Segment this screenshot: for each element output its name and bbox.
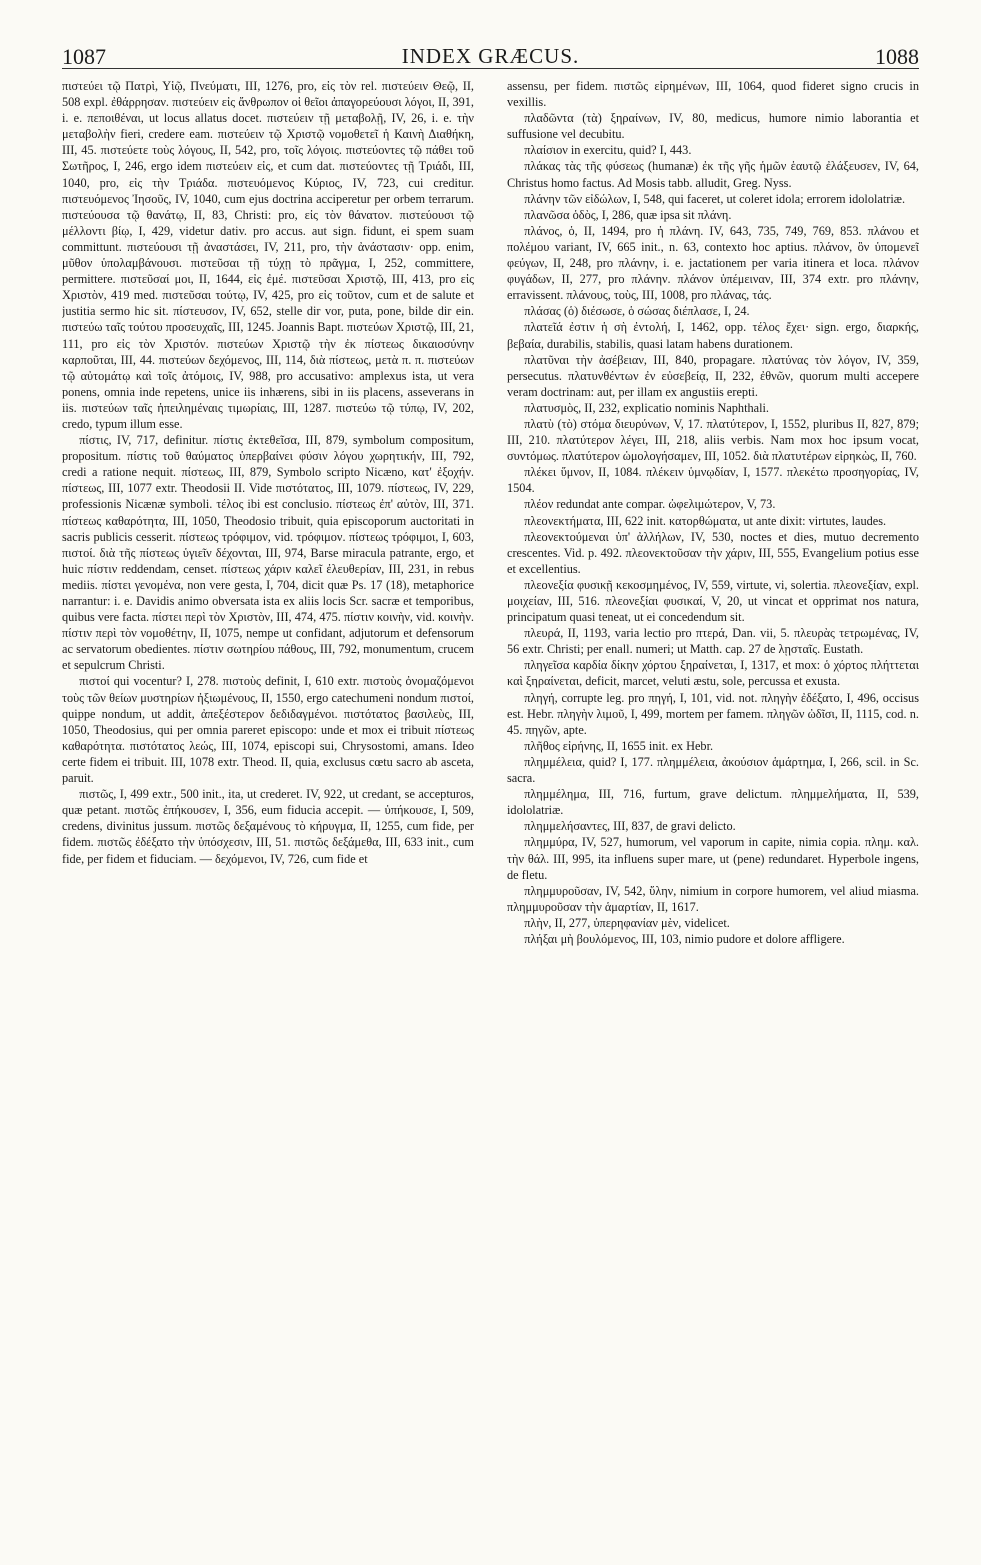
left-column [62, 78, 474, 1528]
page-number-left: 1087 [62, 44, 106, 69]
index-entry: assensu, per fidem. πιστῶς εἰρημένων, III, 1064, quod fideret signo crucis in vexillis. [507, 79, 919, 110]
index-entry: πιστεύει τῷ Πατρὶ, Υἱῷ, Πνεύματι, III, 1276, pro, εἰς τὸν rel. πιστεύειν Θεῷ, II, 508 expl. ἐθάρρησαν. πιστεύειν εἰς ἄνθρωπον οἱ θεῖοι ἀπαγορεύουσι λόγοι, II, 391, i. e. πεποιθέναι, ut locus allatus docet. πιστεύειν τῇ μεταβολῇ, IV, 26, i. e. τὴν μεταβολὴν fieri, credere eam. πιστεύειν τῷ Χριστῷ νομοθετεῖ ἡ Καινὴ Διαθήκη, III, 45. πιστεύετε τοὺς λόγους, II, 542, pro, τοῖς λόγοις. πιστεύοντες τῷ πάθει τοῦ Σωτῆρος, I, 246, ergo idem πιστεύειν εἰς, et cum dat. πιστεύοντες τῇ Τριάδι, III, 1040, pro, εἰς τὴν Τριάδα. πιστευόμενος Κύριος, IV, 723, cui creditur. πιστευόμενος Ἰησοῦς, IV, 1040, cum ejus doctrina acciperetur per orbem terrarum. πιστεύουσα τῷ θανάτῳ, II, 83, Christi: pro, εἰς τὸν θάνατον. πιστεύουσι τῷ μέλλοντι βίῳ, I, 429, videtur dativ. pro accus. aut sign. fidunt, ei spem suam committunt. πιστεύουσι τῇ ἀναστάσει, IV, 211, pro, τὴν ἀνάστασιν· opp. enim, μῦθον ὑπολαμβάνουσι. πιστεῦσαι τῇ τύχῃ τὸ πρᾶγμα, I, 252, committere, permittere. πιστεῦσαί μοι, II, 1644, εἰς ἐμέ. πιστεῦσαι Χριστῷ, III, 413, pro εἰς Χριστὸν, 419 med. πιστεῦσαι τούτῳ, IV, 425, pro εἰς τοῦτον, cum et de salute et justitia sermo hic sit. πίστευσον, IV, 652, stelle dir vor, puta, pone, bilde dir ein. πιστεύω ταῖς τούτου προσευχαῖς, III, 1245. Joannis Bapt. πιστεύων Χριστῷ, III, 21, 111, pro εἰς τὸν Χριστόν. πιστεύων Χριστῷ τὴν ἐκ πίστεως δικαιοσύνην καρποῦται, III, 44. πιστεύων δεχόμενος, III, 114, διὰ πίστεως, μετὰ π. π. πιστεύων τῷ αὐτομάτῳ καὶ τοῖς ἀτόμοις, IV, 988, pro accusativo: amplexus ista, ut vera ponens, omnia inde repetens, unice iis inhærens, sibi in iis placens, asseverans in iis. πιστεύων ταῖς ἡπειλημέναις τιμωρίαις, III, 1287. πιστεύω τῷ τύπῳ, IV, 202, credo, typum illum esse. [62, 79, 474, 431]
index-entry: πίστις, IV, 717, definitur. πίστις ἐκτεθεῖσα, III, 879, symbolum compositum, propositum. πίστις τοῦ θαύματος ὑπερβαίνει φύσιν λόγου χωρητικήν, III, 792, credi a ratione nequit. πίστεως, III, 879, Symbolo scripto Nicæno, κατ' ἐξοχήν. πίστεως, III, 1077 extr. Theodosii II. Vide πιστότατος, III, 1079. πίστεως, IV, 229, professionis Nicænæ symboli. τέλος ibi est conclusio. πίστεως ἐπ' αὐτὸν, III, 371. πίστεως καθαρότητα, III, 1050, Theodosio tribuit, quia episcoporum auctoritati in sacris publicis cesserit. πίστεως τρόφιμον, vid. τρόφιμον. πίστεως τρόφιμοι, I, 603, πιστοί. διὰ τῆς πίστεως ὑγιεῖν δέχονται, III, 974, Barse miracula patrante, ergo, et huic πίστιν reddendam, censet. πίστεως χάριν καλεῖ ἐλευθερίαν, III, 231, in rebus mediis. πίστει γενομένα, non vere gesta, I, 704, dicit quæ Ps. 17 (18), metaphorice narrantur: i. e. Davidis animo obversata ista ex aliis locis Scr. sacræ et temporibus, quibus vere facta. πίστει περὶ τὸν Χριστὸν, III, 474, 475. πίστιν κοινὴν, vid. κοινὴν. πίστιν περὶ τὸν νομοθέτην, II, 1075, nempe ut confidant, adjutorum et defensorum ac servatorum obedientes. πίστιν σωτηρίου πάθους, III, 792, monumentum, crucem et sepulcrum Christi. [62, 433, 474, 673]
running-header [62, 38, 919, 69]
index-entry: πλαίσιον in exercitu, quid? I, 443. [524, 143, 692, 158]
index-entry: πιστῶς, I, 499 extr., 500 init., ita, ut crederet. IV, 922, ut credant, se accepturos, quæ petant. πιστῶς ἐπήκουσεν, I, 356, eum fiducia accepit. — ὑπήκουσε, I, 509, credens, divinitus jussum. πιστῶς δεξαμένους τὸ κήρυγμα, II, 1255, cum fide, per fidem. πιστῶς ἐδέξατο τὴν ὑπόσχεσιν, III, 51. πιστῶς δεξάμεθα, III, 633 init., cum fide, per fidem et fiduciam. — δεχόμενοι, IV, 726, cum fide et [62, 787, 474, 866]
index-entry: πλάκας τὰς τῆς φύσεως (humanæ) ἐκ τῆς γῆς ἡμῶν ἑαυτῷ ἐλάξευσεν, IV, 64, Christus homo factus. Ad Mosis tabb. alludit, Greg. Nyss. [507, 159, 919, 190]
index-entry: πλέον redundat ante compar. ὠφελιμώτερον, V, 73. [524, 497, 776, 512]
index-entry: πλεονεκτήματα, III, 622 init. κατορθώματα, ut ante dixit: virtutes, laudes. [524, 513, 887, 528]
right-column [507, 78, 919, 1528]
index-entry: πλατῦναι τὴν ἀσέβειαν, III, 840, propagare. πλατύνας τὸν λόγον, IV, 359, persecutus. πλατυνθέντων ἐν εὐσεβείᾳ, II, 232, ἐθνῶν, quorum multi accepere veram doctrinam: aut, per illam ex angustiis erepti. [507, 352, 919, 399]
index-entry: πλάνος, ὁ, II, 1494, pro ἡ πλάνη. IV, 643, 735, 749, 769, 853. πλάνου et πολέμου variant, IV, 665 init., n. 63, contexto hoc aptius. πλάνον, ὃν ὑπομενεῖ φεύγων, II, 248, pro πλάνην, i. e. jactationem per varia itinera et loca. πλάνον φυγάδων, II, 277, pro πλάνην. πλάνον ὑπέμειναν, III, 374 extr. pro πλάνην, erravissent. πλάνους, τοὺς, III, 1008, pro πλάνας, τάς. [507, 223, 919, 303]
index-entry: πλὴν, II, 277, ὑπερηφανίαν μὲν, videlicet. [524, 915, 730, 930]
index-entry: πλευρά, II, 1193, varia lectio pro πτερά, Dan. vii, 5. πλευρὰς τετρωμένας, IV, 56 extr. Christi; per enall. numeri; ut Matth. cap. 27 de λῃσταῖς. Eustath. [507, 626, 919, 657]
index-entry: πλημμύρα, IV, 527, humorum, vel vaporum in capite, nimia copia. πλημ. καλ. τὴν θάλ. III, 995, ita influens super mare, ut (pene) redundaret. Hyperbole ingens, de fletu. [507, 835, 919, 882]
index-entry: πλεονεκτούμεναι ὑπ' ἀλλήλων, IV, 530, noctes et dies, mutuo decremento crescentes. Vid. p. 492. πλεονεκτοῦσαν τὴν χάριν, III, 555, Evangelium potius esse et excellentius. [507, 529, 919, 576]
index-entry: πλῆθος εἰρήνης, II, 1655 init. ex Hebr. [524, 738, 714, 753]
index-entry: πλανῶσα ὁδὸς, I, 286, quæ ipsa sit πλάνη. [524, 207, 732, 222]
index-entry: πλατεῖά ἐστιν ἡ σὴ ἐντολή, I, 1462, opp. τέλος ἔχει· sign. ergo, διαρκής, βεβαία, durabilis, stabilis, quasi latam habens durationem. [507, 320, 919, 351]
index-entry: πλημμέλεια, quid? I, 177. πλημμέλεια, ἀκούσιον ἁμάρτημα, I, 266, scil. in Sc. sacra. [507, 754, 919, 786]
index-entry: πλημμέλημα, III, 716, furtum, grave delictum. πλημμελήματα, II, 539, idololatriæ. [507, 787, 919, 818]
index-entry: πλημμυροῦσαν, IV, 542, ὕλην, nimium in corpore humorem, vel aliud miasma. πλημμυροῦσαν τὴν ἁμαρτίαν, II, 1617. [507, 883, 919, 914]
page-title: INDEX GRÆCUS. [401, 44, 580, 68]
index-entry: πλατυσμὸς, II, 232, explicatio nominis Naphthali. [524, 400, 770, 415]
index-entry: πλάνην τῶν εἰδώλων, I, 548, qui faceret, ut coleret idola; errorem idololatriæ. [524, 191, 906, 206]
index-entry: πλατὺ (τὸ) στόμα διευρύνων, V, 17. πλατύτερον, I, 1552, pluribus II, 827, 879; III, 210. πλατύτερον λέγει, III, 218, aliis verbis. Nam mox hoc ipsum vocat, συντόμως. πλατύτερον ὡμολογήσαμεν, III, 1052. διὰ πλατυτέρων εἰρηκὼς, II, 760. [507, 416, 919, 464]
index-entry: πλεονεξία φυσικῇ κεκοσμημένος, IV, 559, virtute, vi, solertia. πλεονεξίαν, expl. μοιχείαν, III, 516. πλεονεξίαι φυσικαί, V, 20, ut vincat et opprimat nos natura, principatum quasi teneat, ut ei concedendum sit. [507, 577, 919, 625]
index-entry: πλημμελήσαντες, III, 837, de gravi delicto. [524, 819, 736, 834]
page-number-right: 1088 [875, 44, 919, 69]
index-entry: πλέκει ὕμνον, II, 1084. πλέκειν ὑμνῳδίαν, I, 1577. πλεκέτω προσηγορίας, IV, 1504. [507, 465, 919, 496]
index-entry: πληγή, corrupte leg. pro πηγή, I, 101, vid. not. πληγὴν ἐδέξατο, I, 496, occisus est. Hebr. πληγὴν λιμοῦ, I, 499, mortem per famem. πληγῶν ὠδῖσι, II, 1115, cod. n. 45. πηγῶν, apte. [507, 690, 919, 737]
index-entry: πλάσας (ὁ) διέσωσε, ὁ σώσας διέπλασε, I, 24. [524, 304, 750, 319]
index-entry: πιστοί qui vocentur? I, 278. πιστοὺς definit, I, 610 extr. πιστοὺς ὀνομαζόμενοι τοὺς τῶν θείων μυστηρίων ἠξιωμένους, II, 1550, ergo catechumeni nondum πιστοί, quippe nondum, ut addit, ἀπεξέστερον δεδιδαγμένοι. πιστότατος βασιλεὺς, III, 1050, Theodosius, qui per omnia pareret episcopo: unde et mox ei tribuit πίστεως καθαρότητα. πιστότατος λεώς, III, 1074, episcopi sui, Chrysostomi, amans. Ideo certe fidem ei tribuit. III, 1078 extr. Theod. II, quia, exclusus cœtu sacro ab ascetа, paruit. [62, 674, 474, 786]
index-entry: πληγεῖσα καρδία δίκην χόρτου ξηραίνεται, I, 1317, et mox: ὁ χόρτος πλήττεται καὶ ξηραίνεται, deficit, marcet, veluti æstu, sole, percussa et exusta. [507, 658, 919, 689]
index-entry: πλήξαι μὴ βουλόμενος, III, 103, nimio pudore et dolore affligere. [524, 931, 845, 946]
index-entry: πλαδῶντα (τὰ) ξηραίνων, IV, 80, medicus, humore nimio laborantia et suffusione vel decubitu. [507, 111, 919, 142]
